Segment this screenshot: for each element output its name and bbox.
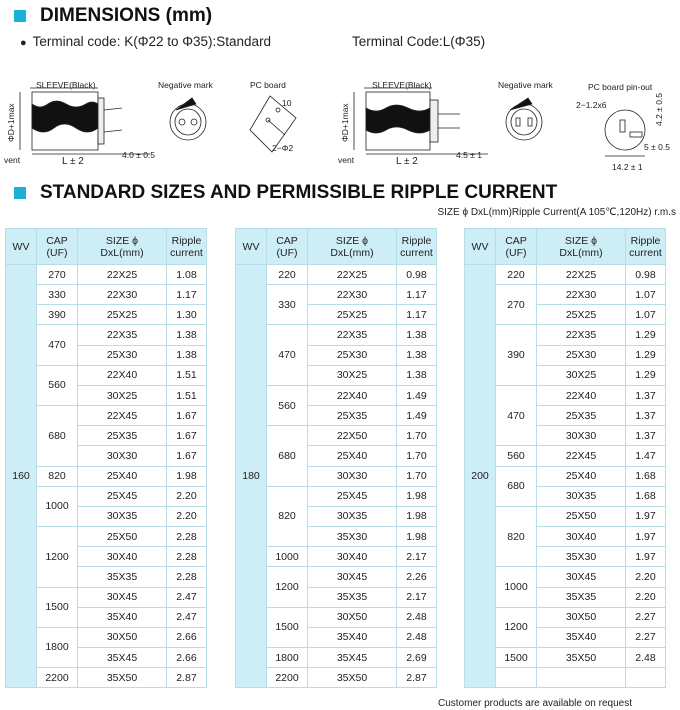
size-cell: 25X40 bbox=[78, 466, 167, 486]
table-row bbox=[6, 587, 207, 607]
header-size-line: SIZE ϕ bbox=[335, 234, 369, 247]
header-ripple-line: Ripple bbox=[630, 234, 661, 247]
table-row bbox=[465, 325, 666, 345]
table-row bbox=[465, 506, 666, 526]
ripple-cell: 1.49 bbox=[397, 406, 437, 426]
size-cell: 35X35 bbox=[308, 587, 397, 607]
header-cap-line: (UF) bbox=[276, 246, 298, 259]
table-row bbox=[236, 547, 437, 567]
size-cell: 35X35 bbox=[78, 567, 167, 587]
header-ripple-line: current bbox=[400, 246, 433, 259]
ripple-cell: 1.49 bbox=[397, 385, 437, 405]
right-vent-label: vent bbox=[338, 155, 355, 165]
size-cell: 22X35 bbox=[308, 325, 397, 345]
size-cell: 35X30 bbox=[537, 547, 626, 567]
standard-sizes-heading bbox=[14, 182, 557, 204]
cap-cell: 680 bbox=[267, 426, 308, 486]
cap-cell: 1800 bbox=[37, 627, 78, 667]
size-cell: 22X25 bbox=[78, 265, 167, 285]
size-cell: 25X50 bbox=[537, 506, 626, 526]
header-ripple-line: Ripple bbox=[171, 234, 202, 247]
size-cell: 25X30 bbox=[537, 345, 626, 365]
ripple-cell: 0.98 bbox=[397, 265, 437, 285]
ripple-cell: 1.08 bbox=[167, 265, 207, 285]
ripple-cell: 1.37 bbox=[626, 406, 666, 426]
cap-cell: 1000 bbox=[267, 547, 308, 567]
table-row bbox=[236, 486, 437, 506]
cap-cell: 1800 bbox=[267, 647, 308, 667]
ripple-cell: 1.29 bbox=[626, 365, 666, 385]
size-cell: 22X50 bbox=[308, 426, 397, 446]
right-pc-board-label: PC board pin-out bbox=[588, 82, 653, 92]
ripple-cell: 2.87 bbox=[167, 668, 207, 688]
cap-cell: 1200 bbox=[37, 527, 78, 587]
ripple-table-160 bbox=[5, 228, 207, 688]
size-cell: 30X50 bbox=[537, 607, 626, 627]
cap-cell: 390 bbox=[37, 305, 78, 325]
size-cell: 35X40 bbox=[537, 627, 626, 647]
ripple-cell: 1.38 bbox=[167, 345, 207, 365]
right-dim3-label: 14.2 ± 1 bbox=[612, 162, 643, 172]
left-capacitor-drawing bbox=[20, 88, 150, 154]
ripple-cell: 1.68 bbox=[626, 486, 666, 506]
size-cell: 25X35 bbox=[78, 426, 167, 446]
table-row bbox=[236, 265, 437, 285]
size-cell: 25X30 bbox=[78, 345, 167, 365]
size-cell: 35X35 bbox=[537, 587, 626, 607]
cap-cell: 560 bbox=[496, 446, 537, 466]
size-cell: 22X45 bbox=[537, 446, 626, 466]
ripple-cell: 1.67 bbox=[167, 446, 207, 466]
ripple-cell: 2.48 bbox=[397, 607, 437, 627]
table-row bbox=[6, 285, 207, 305]
ripple-cell: 1.47 bbox=[626, 446, 666, 466]
size-cell: 22X40 bbox=[78, 365, 167, 385]
table-row bbox=[6, 627, 207, 647]
header-ripple bbox=[167, 229, 207, 265]
cap-cell: 820 bbox=[267, 486, 308, 546]
ripple-cell: 2.20 bbox=[626, 587, 666, 607]
table-row bbox=[465, 607, 666, 627]
size-cell: 25X35 bbox=[308, 406, 397, 426]
header-ripple-line: current bbox=[629, 246, 662, 259]
size-cell: 22X30 bbox=[308, 285, 397, 305]
ripple-cell: 1.07 bbox=[626, 305, 666, 325]
ripple-cell: 1.29 bbox=[626, 345, 666, 365]
size-cell: 30X35 bbox=[308, 506, 397, 526]
ripple-cell: 2.47 bbox=[167, 587, 207, 607]
table-row bbox=[465, 647, 666, 667]
size-cell: 30X30 bbox=[308, 466, 397, 486]
table-row bbox=[6, 325, 207, 345]
ripple-cell: 2.17 bbox=[397, 587, 437, 607]
right-pc-board-drawing bbox=[605, 110, 645, 156]
header-ripple-line: Ripple bbox=[401, 234, 432, 247]
table-row bbox=[465, 466, 666, 486]
left-diameter-label: ΦD+1max bbox=[6, 103, 16, 142]
ripple-cell: 1.98 bbox=[397, 486, 437, 506]
section-square-icon bbox=[14, 10, 26, 22]
size-cell: 30X30 bbox=[537, 426, 626, 446]
size-cell: 30X25 bbox=[537, 365, 626, 385]
ripple-cell: 1.97 bbox=[626, 506, 666, 526]
header-cap-line: CAP bbox=[46, 234, 68, 247]
cap-cell: 2200 bbox=[37, 668, 78, 688]
ripple-cell: 1.97 bbox=[626, 547, 666, 567]
table-row bbox=[236, 385, 437, 405]
ripple-table-180 bbox=[235, 228, 437, 688]
header-size bbox=[537, 229, 626, 265]
cap-cell: 470 bbox=[37, 325, 78, 365]
cap-cell: 1500 bbox=[37, 587, 78, 627]
ripple-cell: 1.17 bbox=[167, 285, 207, 305]
size-cell: 35X45 bbox=[78, 647, 167, 667]
blank-cell bbox=[626, 668, 666, 688]
header-size bbox=[78, 229, 167, 265]
size-cell: 25X45 bbox=[308, 486, 397, 506]
size-cell: 22X35 bbox=[537, 325, 626, 345]
table-row bbox=[236, 285, 437, 305]
left-negative-mark-label: Negative mark bbox=[158, 80, 213, 90]
cap-cell: 220 bbox=[496, 265, 537, 285]
size-cell: 22X25 bbox=[537, 265, 626, 285]
table-row bbox=[6, 668, 207, 688]
size-cell: 30X40 bbox=[308, 547, 397, 567]
ripple-cell: 1.70 bbox=[397, 426, 437, 446]
cap-cell: 1000 bbox=[37, 486, 78, 526]
ripple-cell: 2.20 bbox=[167, 506, 207, 526]
size-cell: 30X25 bbox=[308, 365, 397, 385]
table-row bbox=[465, 285, 666, 305]
ripple-cell: 1.17 bbox=[397, 305, 437, 325]
blank-row bbox=[465, 668, 666, 688]
ripple-cell: 2.66 bbox=[167, 627, 207, 647]
header-wv: WV bbox=[465, 229, 496, 265]
size-cell: 22X40 bbox=[308, 385, 397, 405]
header-cap-line: CAP bbox=[505, 234, 527, 247]
cap-cell: 470 bbox=[267, 325, 308, 385]
wv-cell: 200 bbox=[465, 265, 496, 688]
ripple-cell: 1.67 bbox=[167, 406, 207, 426]
table-row bbox=[6, 265, 207, 285]
size-cell: 30X35 bbox=[78, 506, 167, 526]
size-cell: 35X40 bbox=[308, 627, 397, 647]
left-hole-label: 2−Φ2 bbox=[272, 143, 294, 153]
size-cell: 25X50 bbox=[78, 527, 167, 547]
ripple-cell: 2.28 bbox=[167, 547, 207, 567]
size-cell: 22X45 bbox=[78, 406, 167, 426]
size-cell: 25X35 bbox=[537, 406, 626, 426]
table-header-row bbox=[465, 229, 666, 265]
header-ripple-line: current bbox=[170, 246, 203, 259]
ripple-cell: 1.70 bbox=[397, 466, 437, 486]
right-lead-label: 4.5 ± 1 bbox=[456, 150, 482, 160]
ripple-cell: 2.28 bbox=[167, 527, 207, 547]
ripple-cell: 2.47 bbox=[167, 607, 207, 627]
right-capacitor-drawing bbox=[354, 88, 488, 154]
right-dim1-label: 4.2 ± 0.5 bbox=[654, 92, 664, 126]
table-header-row bbox=[6, 229, 207, 265]
size-cell: 25X40 bbox=[537, 466, 626, 486]
ripple-cell: 1.38 bbox=[397, 345, 437, 365]
left-length-label: L ± 2 bbox=[62, 156, 84, 167]
cap-cell: 560 bbox=[37, 365, 78, 405]
size-cell: 30X40 bbox=[78, 547, 167, 567]
ripple-cell: 0.98 bbox=[626, 265, 666, 285]
cap-cell: 1000 bbox=[496, 567, 537, 607]
size-cell: 35X40 bbox=[78, 607, 167, 627]
terminal-code-l: Terminal Code:L(Φ35) bbox=[352, 34, 486, 49]
ripple-cell: 1.70 bbox=[397, 446, 437, 466]
header-cap-line: (UF) bbox=[46, 246, 68, 259]
ripple-cell: 2.17 bbox=[397, 547, 437, 567]
cap-cell: 330 bbox=[37, 285, 78, 305]
ripple-cell: 1.98 bbox=[397, 506, 437, 526]
cap-cell: 1500 bbox=[496, 647, 537, 667]
left-pc-board-label: PC board bbox=[250, 80, 286, 90]
cap-cell: 270 bbox=[37, 265, 78, 285]
table-row bbox=[6, 305, 207, 325]
size-cell: 22X30 bbox=[78, 285, 167, 305]
right-sleeve-label: SLEEVE(Black) bbox=[372, 80, 432, 90]
table-row bbox=[6, 486, 207, 506]
table-row bbox=[6, 365, 207, 385]
table-row bbox=[6, 527, 207, 547]
customer-note: Customer products are available on request bbox=[438, 698, 632, 709]
cap-cell: 1200 bbox=[267, 567, 308, 607]
ripple-cell: 2.20 bbox=[626, 567, 666, 587]
header-size-line: DxL(mm) bbox=[330, 246, 374, 259]
left-sleeve-label: SLEEVE(Black) bbox=[36, 80, 96, 90]
ripple-table-200 bbox=[464, 228, 666, 688]
ripple-cell: 1.37 bbox=[626, 426, 666, 446]
size-unit-note: SIZE ϕ DxL(mm)Ripple Current(A 105℃,120Hz) r.m.s bbox=[437, 207, 676, 218]
left-pitch-label: 10 bbox=[282, 98, 292, 108]
left-lead-label: 4.0 ± 0.5 bbox=[122, 150, 156, 160]
size-cell: 22X30 bbox=[537, 285, 626, 305]
cap-cell: 680 bbox=[37, 406, 78, 466]
size-cell: 35X50 bbox=[537, 647, 626, 667]
header-cap-line: (UF) bbox=[505, 246, 527, 259]
cap-cell: 330 bbox=[267, 285, 308, 325]
right-negative-mark-drawing bbox=[506, 98, 542, 140]
size-cell: 30X45 bbox=[308, 567, 397, 587]
header-ripple bbox=[626, 229, 666, 265]
header-cap bbox=[37, 229, 78, 265]
header-wv: WV bbox=[236, 229, 267, 265]
header-wv: WV bbox=[6, 229, 37, 265]
ripple-cell: 1.38 bbox=[167, 325, 207, 345]
table-row bbox=[465, 385, 666, 405]
header-size-line: DxL(mm) bbox=[559, 246, 603, 259]
size-cell: 22X35 bbox=[78, 325, 167, 345]
dimensions-heading bbox=[14, 5, 212, 27]
cap-cell: 820 bbox=[37, 466, 78, 486]
right-diameter-label: ΦD+1max bbox=[340, 103, 350, 142]
size-cell: 25X25 bbox=[308, 305, 397, 325]
right-length-label: L ± 2 bbox=[396, 156, 418, 167]
ripple-cell: 1.29 bbox=[626, 325, 666, 345]
header-cap-line: CAP bbox=[276, 234, 298, 247]
section-square-icon bbox=[14, 187, 26, 199]
size-cell: 25X25 bbox=[78, 305, 167, 325]
size-cell: 30X25 bbox=[78, 385, 167, 405]
size-cell: 30X30 bbox=[78, 446, 167, 466]
size-cell: 25X45 bbox=[78, 486, 167, 506]
header-size-line: SIZE ϕ bbox=[564, 234, 598, 247]
ripple-cell: 2.26 bbox=[397, 567, 437, 587]
ripple-cell: 1.67 bbox=[167, 426, 207, 446]
size-cell: 30X35 bbox=[537, 486, 626, 506]
cap-cell: 1500 bbox=[267, 607, 308, 647]
header-size-line: DxL(mm) bbox=[100, 246, 144, 259]
terminal-code-k bbox=[20, 34, 271, 49]
table-row bbox=[6, 466, 207, 486]
ripple-cell: 1.98 bbox=[397, 527, 437, 547]
cap-cell: 390 bbox=[496, 325, 537, 385]
ripple-cell: 1.30 bbox=[167, 305, 207, 325]
wv-cell: 160 bbox=[6, 265, 37, 688]
ripple-cell: 2.48 bbox=[397, 627, 437, 647]
blank-cell bbox=[496, 668, 537, 688]
dimensions-title: DIMENSIONS (mm) bbox=[40, 5, 213, 26]
size-cell: 25X25 bbox=[537, 305, 626, 325]
size-cell: 25X30 bbox=[308, 345, 397, 365]
cap-cell: 270 bbox=[496, 285, 537, 325]
ripple-cell: 2.28 bbox=[167, 567, 207, 587]
size-cell: 22X40 bbox=[537, 385, 626, 405]
size-cell: 30X50 bbox=[308, 607, 397, 627]
table-row bbox=[236, 607, 437, 627]
size-cell: 30X40 bbox=[537, 527, 626, 547]
cap-cell: 220 bbox=[267, 265, 308, 285]
bullet-icon: ● bbox=[20, 37, 27, 49]
table-row bbox=[236, 567, 437, 587]
ripple-cell: 1.38 bbox=[397, 325, 437, 345]
ripple-cell: 1.51 bbox=[167, 385, 207, 405]
size-cell: 35X50 bbox=[78, 668, 167, 688]
table-row bbox=[465, 265, 666, 285]
blank-cell bbox=[537, 668, 626, 688]
ripple-cell: 1.38 bbox=[397, 365, 437, 385]
right-slot-label: 2−1.2x6 bbox=[576, 100, 607, 110]
ripple-cell: 1.17 bbox=[397, 285, 437, 305]
ripple-cell: 2.48 bbox=[626, 647, 666, 667]
right-negative-mark-label: Negative mark bbox=[498, 80, 553, 90]
header-size-line: SIZE ϕ bbox=[105, 234, 139, 247]
table-header-row bbox=[236, 229, 437, 265]
ripple-cell: 2.20 bbox=[167, 486, 207, 506]
terminal-code-k-text: Terminal code: K(Φ22 to Φ35):Standard bbox=[32, 34, 272, 49]
cap-cell: 1200 bbox=[496, 607, 537, 647]
left-vent-label: vent bbox=[4, 155, 21, 165]
left-negative-mark-drawing bbox=[170, 98, 206, 140]
table-row bbox=[465, 567, 666, 587]
size-cell: 35X30 bbox=[308, 527, 397, 547]
ripple-cell: 1.37 bbox=[626, 385, 666, 405]
cap-cell: 470 bbox=[496, 385, 537, 445]
cap-cell: 680 bbox=[496, 466, 537, 506]
ripple-cell: 2.27 bbox=[626, 607, 666, 627]
size-cell: 22X25 bbox=[308, 265, 397, 285]
size-cell: 35X45 bbox=[308, 647, 397, 667]
size-cell: 30X45 bbox=[537, 567, 626, 587]
cap-cell: 560 bbox=[267, 385, 308, 425]
table-row bbox=[465, 446, 666, 466]
ripple-cell: 2.69 bbox=[397, 647, 437, 667]
table-row bbox=[236, 647, 437, 667]
ripple-cell: 1.97 bbox=[626, 527, 666, 547]
ripple-cell: 1.68 bbox=[626, 466, 666, 486]
ripple-cell: 1.51 bbox=[167, 365, 207, 385]
size-cell: 35X50 bbox=[308, 668, 397, 688]
header-size bbox=[308, 229, 397, 265]
ripple-cell: 2.27 bbox=[626, 627, 666, 647]
header-cap bbox=[496, 229, 537, 265]
header-ripple bbox=[397, 229, 437, 265]
standard-sizes-title: STANDARD SIZES AND PERMISSIBLE RIPPLE CURRENT bbox=[40, 182, 558, 203]
right-dim2-label: 5 ± 0.5 bbox=[644, 142, 670, 152]
ripple-cell: 1.07 bbox=[626, 285, 666, 305]
wv-cell: 180 bbox=[236, 265, 267, 688]
table-row bbox=[236, 426, 437, 446]
cap-cell: 820 bbox=[496, 506, 537, 566]
size-cell: 30X50 bbox=[78, 627, 167, 647]
cap-cell: 2200 bbox=[267, 668, 308, 688]
table-row bbox=[236, 325, 437, 345]
size-cell: 30X45 bbox=[78, 587, 167, 607]
ripple-cell: 2.66 bbox=[167, 647, 207, 667]
table-row bbox=[236, 668, 437, 688]
table-row bbox=[6, 406, 207, 426]
ripple-cell: 1.98 bbox=[167, 466, 207, 486]
size-cell: 25X40 bbox=[308, 446, 397, 466]
header-cap bbox=[267, 229, 308, 265]
ripple-cell: 2.87 bbox=[397, 668, 437, 688]
